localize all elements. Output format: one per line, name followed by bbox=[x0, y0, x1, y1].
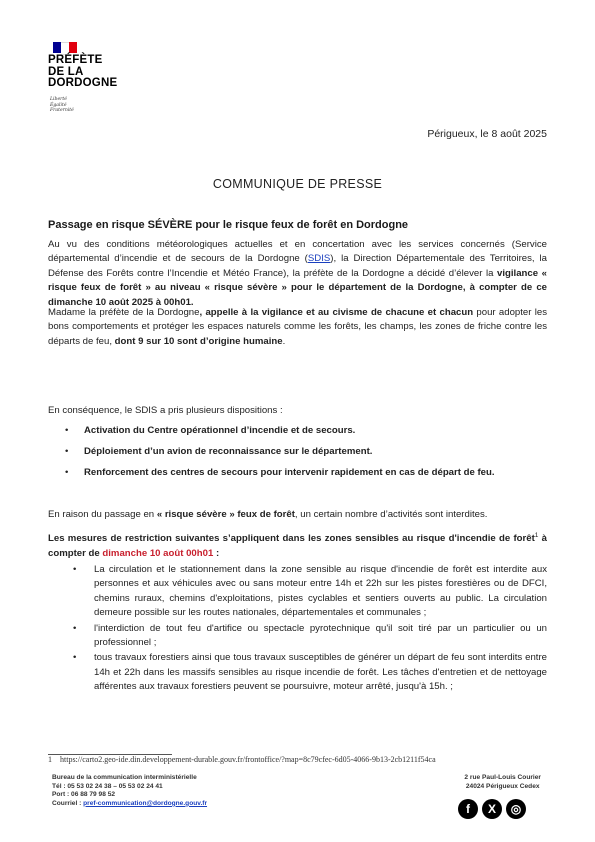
contact-line: Bureau de la communication interministérielle bbox=[52, 774, 197, 781]
paragraph-appeal bbox=[48, 306, 547, 349]
instagram-icon[interactable]: ◎ bbox=[506, 799, 526, 819]
text-run: . bbox=[282, 335, 286, 347]
text-run: ), la Direction Départementale des Territoires, la Défense des Forêts contre l’Incendie et Météo France), la préfète de la Dordogne a décidé d’élever la bbox=[48, 253, 547, 279]
republic-motto bbox=[50, 97, 74, 114]
address-block bbox=[464, 774, 541, 791]
start-date-highlight: dimanche 10 août 00h01 bbox=[102, 547, 214, 559]
address-line: 24024 Périgueux Cedex bbox=[465, 782, 540, 790]
press-headline: Passage en risque SÉVÈRE pour le risque feux de forêt en Dordogne bbox=[48, 219, 409, 231]
contact-line bbox=[52, 800, 207, 809]
facebook-icon[interactable]: f bbox=[458, 799, 478, 819]
list-item bbox=[73, 622, 547, 651]
motto-line: Liberté bbox=[50, 97, 67, 102]
address-line: 2 rue Paul-Louis Courier bbox=[464, 774, 541, 781]
contact-line: Tél : 05 53 02 24 38 – 05 53 02 24 41 bbox=[52, 782, 163, 790]
paragraph-dispositions: En conséquence, le SDIS a pris plusieurs dispositions : bbox=[48, 405, 283, 416]
text-run: En raison du passage en bbox=[48, 509, 157, 520]
text-run-bold: à compter de bbox=[48, 533, 547, 559]
contact-line: Port : 06 88 79 98 52 bbox=[52, 791, 116, 799]
text-run-bold: , appelle à la vigilance et au civisme de chacune et chacun bbox=[199, 307, 474, 318]
bullet: • bbox=[65, 446, 69, 457]
x-icon[interactable]: X bbox=[482, 799, 502, 819]
restriction-text: La circulation et le stationnement dans la zone sensible au risque d'incendie de forêt est interdite aux personnes et aux véhicules avec ou sans moteur entre 14h et 22h sur les pistes forestières ou de DFCI, chemins ruraux, chemins d'exploitations, pistes cyclables et sentiers ouverts au public. La circulation demeure possible sur les routes nationales, départementales et communales ; bbox=[94, 564, 547, 619]
text-run-bold: vigilance « risque feux de forêt » au niveau « risque sévère » pour le département de la Dordogne, à compter de ce dimanche 10 août 2025 à 00h01. bbox=[48, 267, 547, 308]
bullet: • bbox=[73, 564, 77, 575]
list-item bbox=[73, 563, 547, 621]
bullet: • bbox=[73, 652, 77, 664]
document-type: COMMUNIQUE DE PRESSE bbox=[212, 177, 383, 191]
sdis-footnote-link[interactable]: SDIS bbox=[307, 253, 331, 265]
text-run-bold: : bbox=[213, 547, 220, 559]
measure-text: Activation du Centre opérationnel d’incendie et de secours. bbox=[84, 425, 356, 436]
measure-text: Déploiement d’un avion de reconnaissance sur le département. bbox=[84, 446, 373, 457]
bullet: • bbox=[65, 467, 69, 478]
motto-line: Fraternité bbox=[50, 108, 74, 114]
org-line: DE LA bbox=[48, 65, 84, 78]
email-label: Courriel : bbox=[52, 799, 84, 807]
paragraph-restrictions-intro bbox=[48, 529, 547, 561]
prefecture-name bbox=[48, 55, 117, 90]
text-run-bold: dont 9 sur 10 sont d’origine humaine bbox=[114, 335, 283, 347]
text-run-bold: Les mesures de restriction suivantes s’appliquent dans les zones sensibles au risque d'incendie de forêt bbox=[48, 533, 535, 545]
text-run: , un certain nombre d’activités sont interdites. bbox=[294, 509, 488, 520]
paragraph-context bbox=[48, 238, 547, 310]
measure-text: Renforcement des centres de secours pour intervenir rapidement en cas de départ de feu. bbox=[84, 467, 495, 478]
social-links bbox=[458, 799, 526, 819]
contact-block bbox=[52, 774, 207, 808]
org-line: DORDOGNE bbox=[48, 77, 118, 89]
footnote bbox=[48, 755, 436, 764]
restriction-text: l'interdiction de tout feu d'artifice ou spectacle pyrotechnique qu'il soit tiré par un particulier ou un professionnel ; bbox=[94, 622, 547, 649]
footnote-ref[interactable]: 1 bbox=[534, 532, 539, 539]
email-link[interactable]: pref-communication@dordogne.gouv.fr bbox=[83, 799, 208, 807]
org-line: PRÉFÈTE bbox=[48, 54, 103, 66]
text-run: Madame la préfète de la Dordogne bbox=[48, 307, 200, 318]
bullet: • bbox=[73, 622, 77, 634]
paragraph-prohibited bbox=[48, 508, 547, 522]
dateline: Périgueux, le 8 août 2025 bbox=[427, 128, 547, 140]
footnote-number: 1 bbox=[48, 755, 52, 764]
list-item bbox=[73, 651, 547, 694]
text-run-bold: « risque sévère » feux de forêt bbox=[156, 509, 295, 520]
footnote-url[interactable]: https://carto2.geo-ide.din.developpement-durable.gouv.fr/frontoffice/?map=8c79cfec-6d05-4066-9b13-2cb1211f54ca bbox=[60, 755, 436, 764]
motto-line: Égalité bbox=[50, 102, 67, 108]
marianne-flag bbox=[53, 42, 77, 53]
bullet: • bbox=[65, 425, 69, 436]
text-run: pour adopter les bons comportements et protéger les espaces naturels comme les forêts, les champs, les zones de friche contre les départs de feu, bbox=[48, 307, 548, 347]
text-run: Au vu des conditions météorologiques actuelles et en concertation avec les services concernés (Service départemental d’incendie et de secours de la Dordogne ( bbox=[48, 239, 547, 265]
restriction-text: tous travaux forestiers ainsi que tous travaux susceptibles de générer un départ de feu sont interdits entre 14h et 22h dans les massifs sensibles au risque incendie de forêt. Les tâches d'entretien et de nettoyage afférentes aux travaux forestiers peuvent se poursuivre, moteur arrêté, jusqu'à 15h. ; bbox=[94, 652, 547, 693]
restrictions-list bbox=[73, 563, 547, 695]
